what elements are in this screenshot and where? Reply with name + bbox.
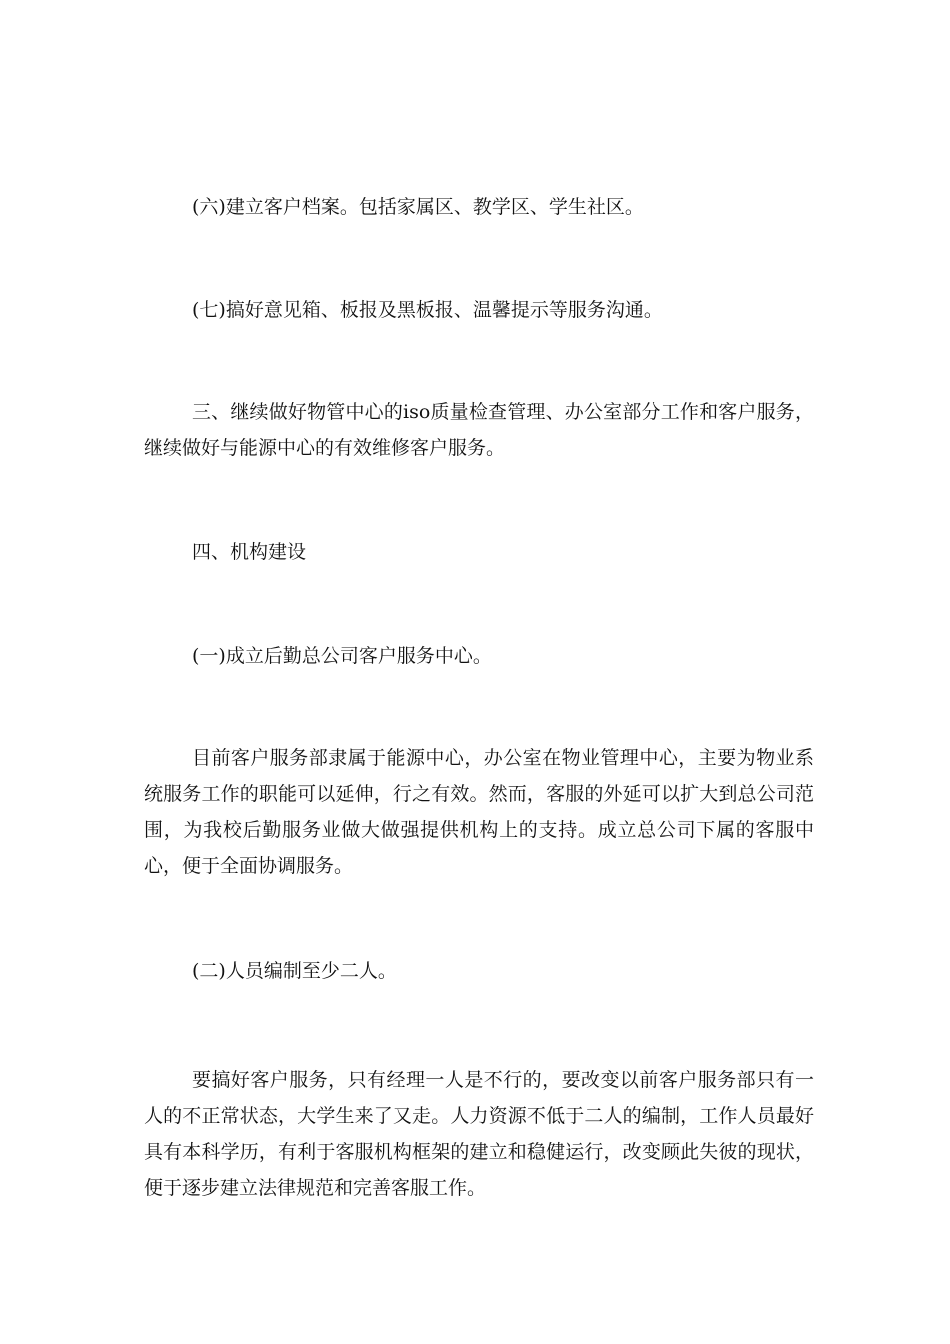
- section-heading-organization: 四、机构建设: [192, 541, 307, 563]
- paragraph-section-three: 三、继续做好物管中心的iso质量检查管理、办公室部分工作和客户服务，继续做好与能源中心的有效维修客户服务。: [144, 401, 814, 459]
- paragraph-service-center-detail: 目前客户服务部隶属于能源中心，办公室在物业管理中心，主要为物业系统服务工作的职能可以延伸，行之有效。然而，客服的外延可以扩大到总公司范围，为我校后勤服务业做大做强提供机构上的支持。成立总公司下属的客服中心，便于全面协调服务。: [144, 747, 814, 877]
- paragraph-service-center: (一)成立后勤总公司客户服务中心。: [192, 645, 492, 667]
- paragraph-staffing-detail: 要搞好客户服务，只有经理一人是不行的，要改变以前客户服务部只有一人的不正常状态，大学生来了又走。人力资源不低于二人的编制，工作人员最好具有本科学历，有利于客服机构框架的建立和稳健运行，改变顾此失彼的现状，便于逐步建立法律规范和完善客服工作。: [144, 1069, 814, 1199]
- paragraph-customer-archives: (六)建立客户档案。包括家属区、教学区、学生社区。: [192, 196, 644, 218]
- paragraph-feedback-communication: (七)搞好意见箱、板报及黑板报、温馨提示等服务沟通。: [192, 299, 663, 321]
- paragraph-staffing: (二)人员编制至少二人。: [192, 960, 397, 982]
